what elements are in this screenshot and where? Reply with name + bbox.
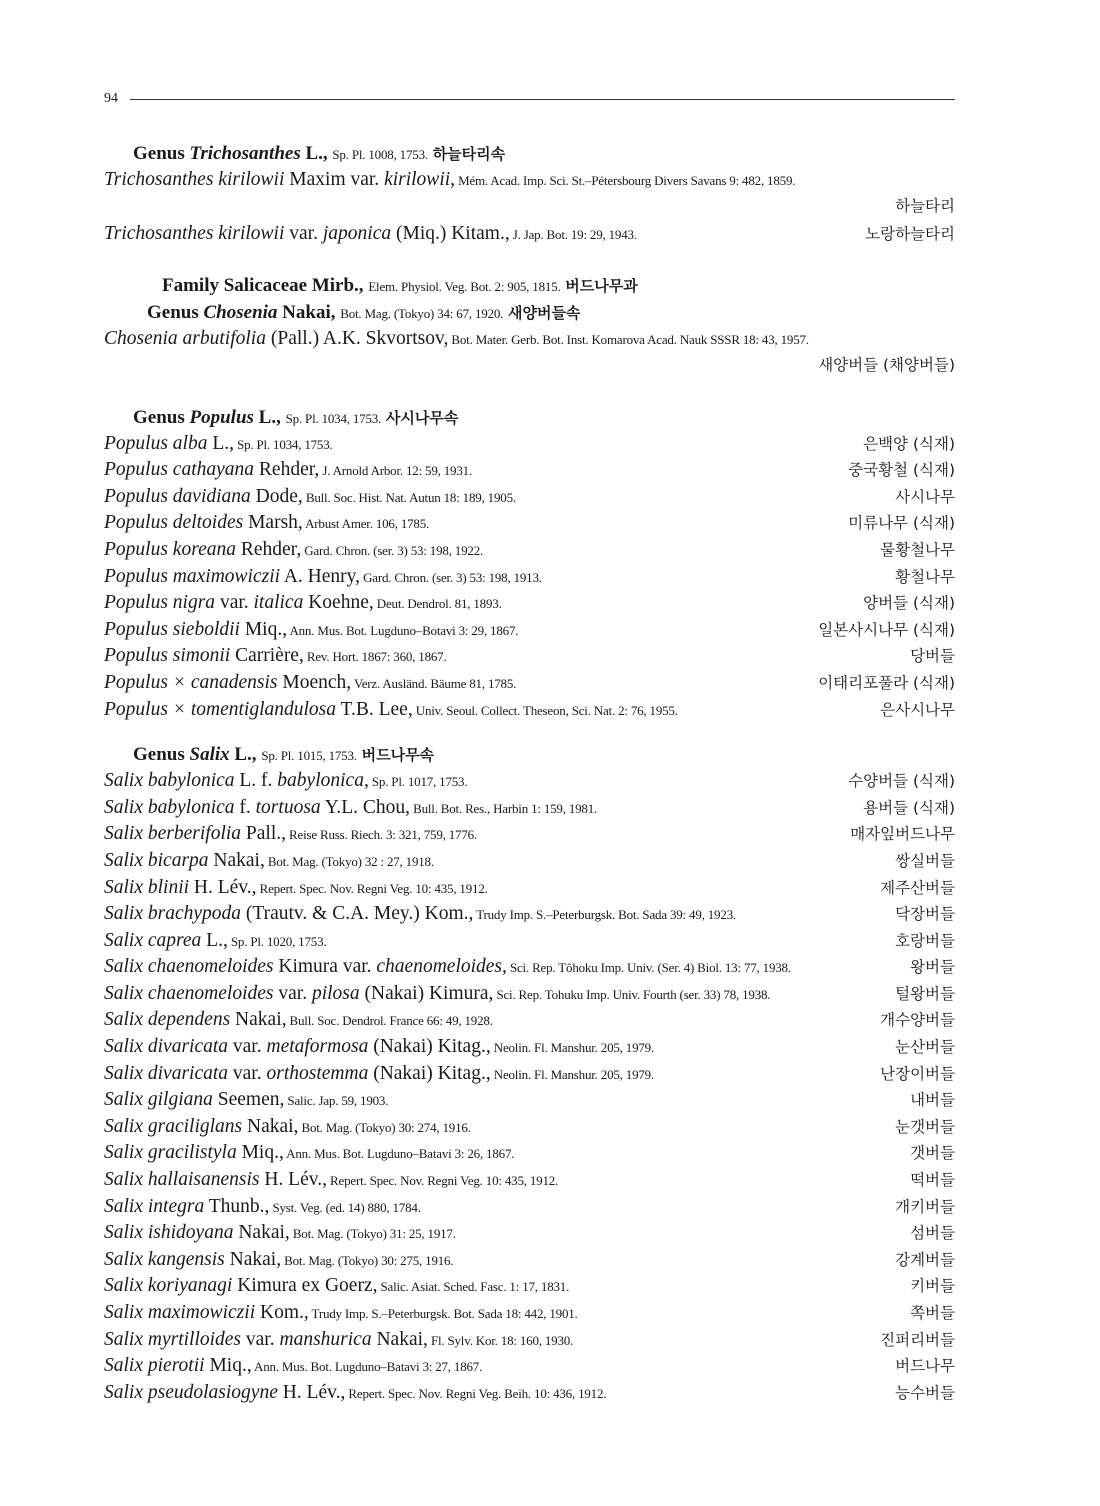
taxon-entry: [104, 1380, 955, 1407]
scientific-name: [104, 1169, 558, 1190]
author-or-rank: Rehder,: [235, 538, 302, 560]
citation: Neolin. Fl. Manshur. 205, 1979.: [490, 1040, 655, 1056]
species-name: Chosenia arbutifolia: [104, 327, 266, 349]
scientific-name: [104, 1355, 482, 1376]
scientific-name: [104, 823, 477, 844]
citation: Mém. Acad. Imp. Sci. St.–Pétersbourg Divers Savans 9: 482, 1859.: [455, 173, 796, 188]
citation: Bot. Mater. Gerb. Bot. Inst. Komarova Acad. Nauk SSSR 18: 43, 1957.: [448, 331, 809, 347]
species-name: Salix blinii: [104, 876, 190, 898]
author-or-rank: Nakai,: [208, 849, 265, 871]
species-name: Salix gracilistyla: [104, 1142, 237, 1164]
scientific-name: [104, 169, 795, 190]
citation: Trudy Imp. S.–Peterburgsk. Bot. Sada 39: 49, 1923.: [473, 907, 736, 923]
genus-name: Trichosanthes: [189, 143, 301, 164]
genus-name: Salix: [189, 744, 230, 766]
author-or-rank: (Pall.) A.K. Skvortsov,: [265, 327, 449, 349]
taxon-entry: [104, 1247, 955, 1274]
citation: Sp. Pl. 1034, 1753.: [234, 436, 333, 452]
citation: Bot. Mag. (Tokyo) 30: 275, 1916.: [281, 1252, 454, 1268]
genus-korean-name: 버드나무속: [361, 746, 435, 765]
infraspecific-epithet: tortuosa: [255, 796, 321, 818]
family-citation: Elem. Physiol. Veg. Bot. 2: 905, 1815.: [368, 278, 561, 294]
taxon-entry: [104, 821, 955, 848]
citation: Univ. Seoul. Collect. Theseon, Sci. Nat. 2: 76, 1955.: [412, 702, 678, 718]
genus-label: Genus: [133, 744, 185, 766]
species-name: Salix kangensis: [104, 1248, 225, 1270]
taxon-entry: [104, 1220, 955, 1247]
family-korean-name: 버드나무과: [565, 276, 638, 295]
korean-name: 눈갯버들: [895, 1117, 955, 1136]
scientific-name: [104, 433, 333, 454]
citation: Bot. Mag. (Tokyo) 31: 25, 1917.: [289, 1226, 456, 1242]
citation: J. Jap. Bot. 19: 29, 1943.: [509, 227, 637, 242]
korean-name: 노랑하늘타리: [865, 225, 955, 243]
korean-name: 개키버들: [895, 1197, 955, 1216]
scientific-name: [104, 770, 467, 791]
taxon-entry: [104, 954, 955, 981]
taxon-entry: [104, 643, 955, 670]
scientific-name: [104, 930, 326, 951]
taxon-list: [104, 140, 955, 1406]
korean-name: 이태리포풀라 (식재): [818, 673, 955, 692]
species-name: Salix maximowiczii: [104, 1302, 256, 1323]
author-or-rank: L.,: [201, 929, 228, 951]
scientific-name: [104, 592, 502, 613]
author-or-rank: H. Lév.,: [189, 876, 257, 898]
entry-list-trichosanthes: [104, 167, 955, 248]
infraspecific-epithet: babylonica: [277, 770, 364, 792]
author-or-rank: Thunb.,: [204, 1195, 270, 1217]
citation: Arbust Amer. 106, 1785.: [302, 516, 430, 532]
korean-name: 매자잎버드나무: [850, 825, 955, 844]
species-name: Populus davidiana: [104, 485, 251, 507]
infraspecific-epithet: kirilowii: [384, 169, 451, 190]
citation: Sp. Pl. 1017, 1753.: [368, 774, 468, 790]
korean-name: 갯버들: [910, 1144, 955, 1163]
family-heading-salicaceae: [162, 272, 955, 299]
korean-name: 개수양버들: [880, 1011, 955, 1030]
scientific-name: [104, 566, 542, 587]
genus-korean-name: 사시나무속: [385, 408, 459, 427]
scientific-name: [104, 1249, 453, 1270]
author-or-rank: Nakai,: [224, 1248, 282, 1270]
header-rule: [130, 99, 955, 100]
citation: Syst. Veg. (ed. 14) 880, 1784.: [269, 1199, 421, 1215]
author: Y.L. Chou,: [320, 796, 411, 818]
species-name: Salix koriyanagi: [104, 1275, 233, 1297]
author: ,: [502, 956, 507, 978]
author: (Nakai) Kitag.,: [368, 1062, 491, 1084]
infraspecific-epithet: orthostemma: [266, 1062, 369, 1084]
citation: Ann. Mus. Bot. Lugduno–Batavi 3: 26, 1867.: [283, 1146, 515, 1162]
citation: Reise Russ. Riech. 3: 321, 759, 1776.: [286, 827, 478, 843]
scientific-name: [104, 645, 447, 666]
korean-name: 진퍼리버들: [880, 1330, 955, 1349]
species-name: Populus cathayana: [104, 459, 255, 481]
entry-list-chosenia: [104, 326, 955, 380]
korean-name: 쪽버들: [910, 1304, 955, 1322]
genus-korean-name: 새양버들속: [507, 303, 581, 322]
citation: Ann. Mus. Bot. Lugduno–Batavi 3: 27, 1867.: [251, 1359, 483, 1375]
scientific-name: [104, 539, 483, 560]
author: (Nakai) Kimura,: [359, 982, 494, 1004]
taxon-entry: [104, 1327, 955, 1354]
scientific-name: [104, 1009, 493, 1030]
korean-name: 쌍실버들: [895, 851, 955, 870]
korean-name: 강계버들: [895, 1250, 955, 1269]
taxon-entry: [104, 221, 955, 248]
scientific-name: [104, 1196, 421, 1217]
species-name: Salix caprea: [104, 929, 202, 951]
citation: Bot. Mag. (Tokyo) 30: 274, 1916.: [298, 1119, 471, 1135]
korean-name: 섬버들: [910, 1224, 955, 1243]
taxon-entry: [104, 1167, 955, 1194]
species-name: Salix hallaisanensis: [104, 1169, 260, 1191]
korean-name: 용버들 (식재): [863, 798, 955, 817]
species-name: Populus × canadensis: [104, 671, 278, 693]
species-name: Salix gilgiana: [104, 1089, 213, 1111]
author-or-rank: Kimura var.: [273, 956, 377, 978]
author-or-rank: var.: [215, 592, 254, 614]
scientific-name: [104, 459, 472, 480]
citation: Sci. Rep. Tôhoku Imp. Univ. (Ser. 4) Biol. 13: 77, 1938.: [506, 960, 791, 976]
citation: Bull. Bot. Res., Harbin 1: 159, 1981.: [410, 800, 598, 816]
author-or-rank: var.: [273, 982, 312, 1004]
scientific-name: [104, 1275, 569, 1296]
genus-author: L.,: [234, 744, 257, 766]
citation: Salic. Asiat. Sched. Fasc. 1: 17, 1831.: [377, 1279, 570, 1295]
scientific-name: [104, 672, 516, 693]
taxon-entry: [104, 167, 955, 221]
citation: Sp. Pl. 1020, 1753.: [227, 933, 327, 949]
taxon-entry: [104, 670, 955, 697]
author-or-rank: Miq.,: [204, 1355, 252, 1377]
citation: Bull. Soc. Hist. Nat. Autun 18: 189, 1905.: [302, 489, 516, 505]
korean-name: 황철나무: [895, 567, 955, 586]
species-name: Salix brachypoda: [104, 903, 242, 925]
author-or-rank: H. Lév.,: [277, 1381, 346, 1403]
scientific-name: [104, 1382, 606, 1403]
author-or-rank: Carrière,: [230, 645, 304, 667]
korean-name: 일본사시나무 (식재): [818, 620, 955, 639]
korean-name: 털왕버들: [895, 984, 955, 1003]
author: Nakai,: [371, 1328, 428, 1350]
author-or-rank: Kom.,: [255, 1302, 309, 1323]
taxon-entry: [104, 697, 955, 724]
scientific-name: [104, 1089, 388, 1110]
scientific-name: [104, 1116, 471, 1137]
species-name: Populus simonii: [104, 645, 231, 667]
korean-name: 물황철나무: [880, 540, 955, 559]
author-or-rank: Kimura ex Goerz,: [232, 1275, 378, 1297]
citation: Ann. Mus. Bot. Lugduno–Botavi 3: 29, 1867.: [287, 622, 519, 638]
species-name: Salix graciliglans: [104, 1115, 243, 1137]
korean-name: 난장이버들: [880, 1064, 955, 1083]
species-name: Salix chaenomeloides: [104, 956, 274, 978]
scientific-name: [104, 699, 678, 720]
scientific-name: [104, 850, 434, 871]
taxon-entry: [104, 1007, 955, 1034]
author-or-rank: L. f.: [234, 770, 278, 792]
taxon-entry: [104, 510, 955, 537]
taxon-entry: [104, 1300, 955, 1327]
species-name: Salix bicarpa: [104, 849, 209, 871]
korean-name: 내버들: [910, 1091, 955, 1110]
korean-name: 하늘타리: [895, 197, 955, 215]
scientific-name: [104, 903, 736, 924]
author-or-rank: T.B. Lee,: [336, 698, 413, 720]
author-or-rank: f.: [234, 796, 256, 818]
entry-list-populus: [104, 431, 955, 724]
species-name: Populus nigra: [104, 592, 216, 614]
genus-author: L.,: [305, 143, 328, 164]
species-name: Populus alba: [104, 432, 208, 454]
author: ,: [363, 770, 369, 792]
taxon-entry: [104, 617, 955, 644]
citation: Sci. Rep. Tohuku Imp. Univ. Fourth (ser. 33) 78, 1938.: [493, 986, 771, 1002]
korean-name: 능수버들: [895, 1383, 955, 1402]
taxon-entry: [104, 875, 955, 902]
korean-name: 사시나무: [895, 487, 955, 506]
author: Koehne,: [303, 592, 374, 614]
species-name: Trichosanthes kirilowii: [104, 223, 285, 244]
citation: Fl. Sylv. Kor. 18: 160, 1930.: [427, 1332, 574, 1348]
genus-name: Populus: [189, 406, 254, 428]
genus-citation: Sp. Pl. 1015, 1753.: [261, 748, 357, 764]
infraspecific-epithet: japonica: [322, 223, 392, 244]
citation: Repert. Spec. Nov. Regni Veg. 10: 435, 1912.: [256, 880, 488, 896]
species-name: Populus sieboldii: [104, 618, 240, 640]
entry-list-salix: [104, 768, 955, 1406]
genus-heading-chosenia: [147, 299, 955, 326]
genus-citation: Sp. Pl. 1034, 1753.: [285, 410, 382, 426]
species-name: Salix myrtilloides: [104, 1328, 242, 1350]
taxon-entry: [104, 1114, 955, 1141]
author-or-rank: Maxim var.: [284, 169, 385, 190]
genus-author: Nakai,: [282, 301, 336, 323]
citation: Repert. Spec. Nov. Regni Veg. Beih. 10: 436, 1912.: [345, 1385, 607, 1401]
citation: Gard. Chron. (ser. 3) 53: 198, 1913.: [360, 569, 542, 585]
taxon-entry: [104, 1353, 955, 1380]
species-name: Populus × tomentiglandulosa: [104, 698, 336, 720]
citation: Verz. Ausländ. Bäume 81, 1785.: [351, 675, 517, 691]
citation: Gard. Chron. (ser. 3) 53: 198, 1922.: [301, 542, 484, 558]
taxon-entry: [104, 590, 955, 617]
taxon-entry: [104, 795, 955, 822]
korean-name: 양버들 (식재): [863, 594, 955, 613]
citation: Rev. Hort. 1867: 360, 1867.: [303, 649, 447, 665]
author-or-rank: var.: [284, 223, 323, 244]
author-or-rank: Miq.,: [236, 1142, 284, 1164]
scientific-name: [104, 223, 637, 244]
taxon-entry: [104, 431, 955, 458]
genus-korean-name: 하늘타리속: [432, 145, 506, 163]
taxon-entry: [104, 326, 955, 380]
genus-citation: Bot. Mag. (Tokyo) 34: 67, 1920.: [340, 305, 504, 321]
scientific-name: [104, 797, 597, 818]
scientific-name: [104, 956, 791, 977]
author-or-rank: Miq.,: [239, 618, 288, 640]
scientific-name: [104, 512, 429, 533]
species-name: Salix babylonica: [104, 796, 235, 818]
scientific-name: [104, 1302, 578, 1323]
taxon-entry: [104, 537, 955, 564]
species-name: Salix chaenomeloides: [104, 982, 274, 1004]
author-or-rank: Seemen,: [212, 1089, 285, 1111]
author-or-rank: Marsh,: [243, 512, 303, 534]
taxon-entry: [104, 1140, 955, 1167]
species-name: Salix divaricata: [104, 1062, 229, 1084]
author-or-rank: Rehder,: [254, 459, 320, 481]
genus-heading-trichosanthes: [133, 140, 955, 167]
species-name: Salix dependens: [104, 1009, 231, 1031]
scientific-name: [104, 1329, 573, 1350]
citation: J. Arnold Arbor. 12: 59, 1931.: [319, 463, 473, 479]
korean-name: 당버들: [910, 647, 955, 666]
korean-name: 새양버들 (채양버들): [818, 355, 955, 374]
author-or-rank: var.: [228, 1036, 267, 1058]
taxon-entry: [104, 564, 955, 591]
scientific-name: [104, 1036, 654, 1057]
korean-name: 은사시나무: [880, 700, 955, 719]
scientific-name: [104, 877, 488, 898]
species-name: Salix divaricata: [104, 1036, 229, 1058]
korean-name: 은백양 (식재): [863, 434, 955, 453]
taxon-entry: [104, 981, 955, 1008]
author: (Miq.) Kitam.,: [391, 223, 510, 244]
page-number: 94: [104, 91, 118, 106]
infraspecific-epithet: pilosa: [311, 982, 360, 1004]
family-label: Family Salicaceae Mirb.,: [162, 274, 364, 296]
scientific-name: [104, 983, 770, 1004]
author-or-rank: A. Henry,: [280, 565, 361, 587]
genus-heading-salix: [133, 741, 955, 768]
citation: Neolin. Fl. Manshur. 205, 1979.: [490, 1066, 655, 1082]
species-name: Salix ishidoyana: [104, 1222, 234, 1244]
species-name: Salix berberifolia: [104, 823, 242, 845]
korean-name: 키버들: [910, 1277, 955, 1296]
genus-label: Genus: [147, 301, 199, 323]
korean-name: 눈산버들: [895, 1038, 955, 1057]
taxon-entry: [104, 1061, 955, 1088]
genus-author: L.,: [258, 406, 281, 428]
taxon-entry: [104, 1087, 955, 1114]
korean-name: 미류나무 (식재): [848, 514, 955, 533]
korean-name: 수양버들 (식재): [848, 772, 955, 791]
genus-label: Genus: [133, 406, 185, 428]
taxon-entry: [104, 1273, 955, 1300]
korean-name: 버드나무: [895, 1357, 955, 1376]
author: (Nakai) Kitag.,: [368, 1036, 491, 1058]
korean-name: 닥장버들: [895, 905, 955, 924]
citation: Salic. Jap. 59, 1903.: [284, 1093, 389, 1109]
korean-name: 제주산버들: [880, 878, 955, 897]
citation: Repert. Spec. Nov. Regni Veg. 10: 435, 1912.: [326, 1173, 559, 1189]
citation: Deut. Dendrol. 81, 1893.: [373, 596, 502, 612]
korean-name: 왕버들: [910, 958, 955, 977]
scientific-name: [104, 328, 809, 349]
taxon-entry: [104, 1194, 955, 1221]
taxon-entry: [104, 768, 955, 795]
infraspecific-epithet: italica: [253, 592, 304, 614]
species-name: Salix babylonica: [104, 770, 235, 792]
species-name: Populus koreana: [104, 538, 236, 560]
korean-name: 호랑버들: [895, 931, 955, 950]
korean-name: 떡버들: [910, 1171, 955, 1190]
infraspecific-epithet: manshurica: [279, 1328, 372, 1350]
scientific-name: [104, 1142, 514, 1163]
scientific-name: [104, 1063, 654, 1084]
taxon-entry: [104, 1034, 955, 1061]
author-or-rank: Moench,: [277, 671, 352, 693]
citation: Bull. Soc. Dendrol. France 66: 49, 1928.: [286, 1013, 493, 1029]
author-or-rank: (Trautv. & C.A. Mey.) Kom.,: [241, 903, 474, 925]
taxon-entry: [104, 484, 955, 511]
author-or-rank: Pall.,: [241, 823, 286, 845]
taxon-entry: [104, 928, 955, 955]
species-name: Salix pierotii: [104, 1355, 205, 1377]
author-or-rank: Nakai,: [233, 1222, 290, 1244]
genus-heading-populus: [133, 404, 955, 431]
korean-name: 중국황철 (식재): [848, 461, 955, 480]
scientific-name: [104, 619, 518, 640]
species-name: Salix integra: [104, 1195, 205, 1217]
taxon-entry: [104, 848, 955, 875]
infraspecific-epithet: chaenomeloides: [376, 956, 503, 978]
author-or-rank: var.: [228, 1062, 267, 1084]
author-or-rank: H. Lév.,: [259, 1169, 327, 1191]
genus-citation: Sp. Pl. 1008, 1753.: [332, 147, 428, 162]
infraspecific-epithet: metaformosa: [266, 1036, 369, 1058]
author-or-rank: Nakai,: [242, 1115, 299, 1137]
species-name: Populus deltoides: [104, 512, 244, 534]
taxon-entry: [104, 457, 955, 484]
scientific-name: [104, 1222, 456, 1243]
genus-name: Chosenia: [203, 301, 278, 323]
citation: Trudy Imp. S.–Peterburgsk. Bot. Sada 18: 442, 1901.: [308, 1306, 578, 1321]
species-name: Trichosanthes kirilowii: [104, 169, 285, 190]
scientific-name: [104, 486, 516, 507]
species-name: Salix pseudolasiogyne: [104, 1381, 278, 1403]
author: ,: [450, 169, 456, 190]
genus-label: Genus: [133, 143, 185, 164]
author-or-rank: L.,: [207, 432, 235, 454]
taxon-entry: [104, 901, 955, 928]
species-name: Populus maximowiczii: [104, 565, 281, 587]
author-or-rank: var.: [241, 1328, 280, 1350]
author-or-rank: Nakai,: [230, 1009, 287, 1031]
author-or-rank: Dode,: [250, 485, 303, 507]
citation: Bot. Mag. (Tokyo) 32 : 27, 1918.: [264, 853, 434, 869]
